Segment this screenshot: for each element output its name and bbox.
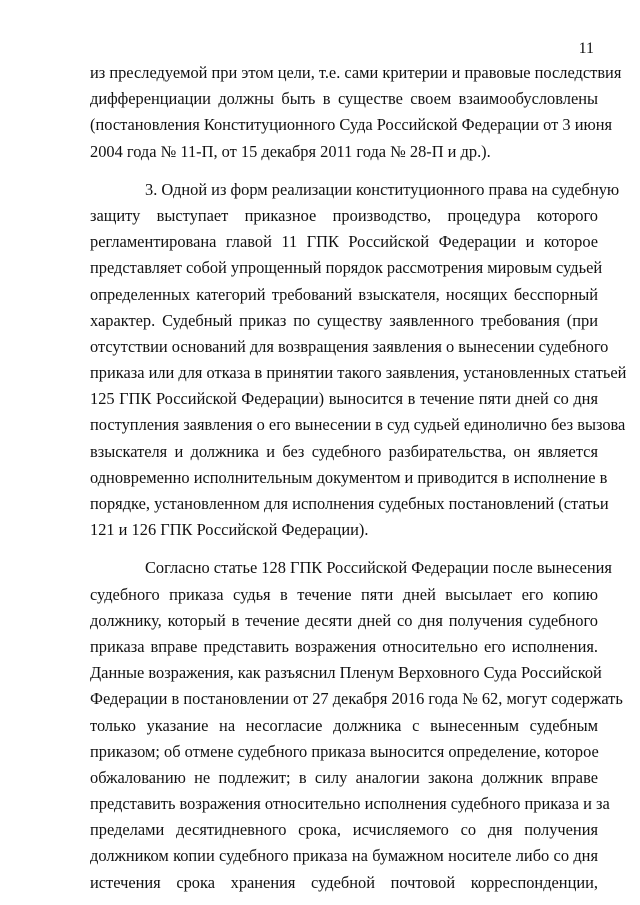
text-line: судебного приказа судья в течение пяти дней высылает его копию xyxy=(90,584,598,604)
text-line: только указание на несогласие должника с вынесенным судебным xyxy=(90,715,598,735)
text-line: регламентирована главой 11 ГПК Российской Федерации и которое xyxy=(90,232,598,252)
text-line: представляет собой упрощенный порядок рассмотрения мировым судьей xyxy=(90,258,603,278)
text-line: приказа или для отказа в принятии такого заявления, установленных статьей xyxy=(90,363,627,383)
text-line: 121 и 126 ГПК Российской Федерации). xyxy=(90,520,369,540)
text-line: должником копии судебного приказа на бумажном носителе либо со дня xyxy=(90,846,598,866)
text-line: приказа вправе представить возражения относительно его исполнения. xyxy=(90,636,598,656)
text-line: 2004 года № 11-П, от 15 декабря 2011 года № 28-П и др.). xyxy=(90,141,491,161)
text-line: поступления заявления о его вынесении в суд судьей единолично без вызова xyxy=(90,415,626,435)
text-line: пределами десятидневного срока, исчисляемого со дня получения xyxy=(90,820,598,840)
text-line: характер. Судебный приказ по существу заявленного требования (при xyxy=(90,310,598,330)
text-line: истечения срока хранения судебной почтовой корреспонденции, xyxy=(90,872,598,892)
text-line: защиту выступает приказное производство, процедура которого xyxy=(90,205,598,225)
text-line: (постановления Конституционного Суда Российской Федерации от 3 июня xyxy=(90,115,613,135)
text-line: Федерации в постановлении от 27 декабря 2016 года № 62, могут содержать xyxy=(90,689,623,709)
text-line: обжалованию не подлежит; в силу аналогии закона должник вправе xyxy=(90,767,598,787)
page-number: 11 xyxy=(578,40,594,57)
text-line: Согласно статье 128 ГПК Российской Федерации после вынесения xyxy=(145,558,612,578)
text-line: Данные возражения, как разъяснил Пленум Верховного Суда Российской xyxy=(90,663,602,683)
text-line: представить возражения относительно исполнения судебного приказа и за xyxy=(90,794,610,814)
text-line: одновременно исполнительным документом и приводится в исполнение в xyxy=(90,467,608,487)
text-line: должнику, который в течение десяти дней со дня получения судебного xyxy=(90,610,598,630)
text-line: взыскателя и должника и без судебного разбирательства, он является xyxy=(90,441,598,461)
text-line: порядке, установленном для исполнения судебных постановлений (статьи xyxy=(90,494,609,513)
text-line: из преследуемой при этом цели, т.е. сами критерии и правовые последствия xyxy=(90,63,622,82)
text-line: отсутствии оснований для возвращения заявления о вынесении судебного xyxy=(90,336,609,356)
text-line: 3. Одной из форм реализации конституционного права на судебную xyxy=(145,179,620,199)
text-line: дифференциации должны быть в существе своем взаимообусловлены xyxy=(90,89,598,109)
body-text xyxy=(90,60,627,896)
text-line: определенных категорий требований взыскателя, носящих бесспорный xyxy=(90,284,598,304)
text-line: приказом; об отмене судебного приказа выносится определение, которое xyxy=(90,741,599,761)
text-line: 125 ГПК Российской Федерации) выносится в течение пяти дней со дня xyxy=(90,389,598,409)
